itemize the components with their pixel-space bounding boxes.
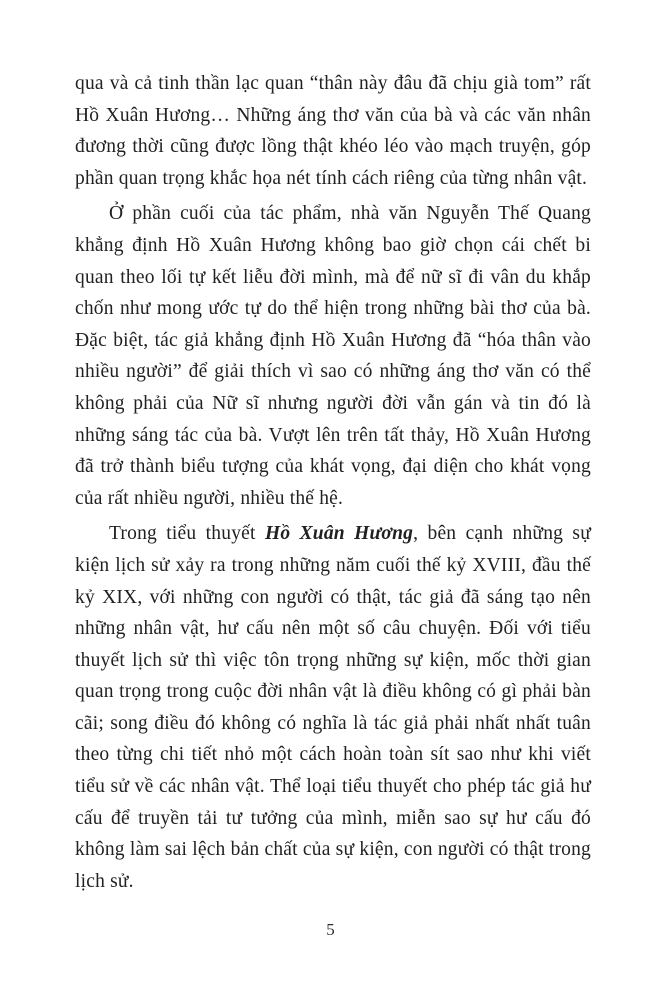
paragraph	[75, 518, 591, 897]
book-title-inline: Hồ Xuân Hương	[264, 523, 414, 545]
paragraph-text: Trong tiểu thuyết	[109, 523, 265, 545]
paragraph: Ở phần cuối của tác phẩm, nhà văn Nguyễn Thế Quang khẳng định Hồ Xuân Hương không bao giờ chọn cái chết bi quan theo lối tự kết liễu đời mình, mà để nữ sĩ đi vân du khắp chốn như mong ước tự do thể hiện trong những bài thơ của bà. Đặc biệt, tác giả khẳng định Hồ Xuân Hương đã “hóa thân vào nhiều người” để giải thích vì sao có những áng thơ văn có thể không phải của Nữ sĩ nhưng người đời vẫn gán và tin đó là những sáng tác của bà. Vượt lên trên tất thảy, Hồ Xuân Hương đã trở thành biểu tượng của khát vọng, đại diện cho khát vọng của rất nhiều người, nhiều thế hệ.	[75, 203, 591, 509]
page-text-block	[75, 68, 591, 897]
page-number: 5	[326, 920, 335, 939]
paragraph-text: , bên cạnh những sự kiện lịch sử xảy ra trong những năm cuối thế kỷ XVIII, đầu thế kỷ XIX, với những con người có thật, tác giả đã sáng tạo nên những nhân vật, hư cấu nên một số câu chuyện. Đối với tiểu thuyết lịch sử thì việc tôn trọng những sự kiện, mốc thời gian quan trọng trong cuộc đời nhân vật là điều không có gì phải bàn cãi; song điều đó không có nghĩa là tác giả phải nhất nhất tuân theo từng chi tiết nhỏ một cách hoàn toàn sít sao như khi viết tiểu sử về các nhân vật. Thể loại tiểu thuyết cho phép tác giả hư cấu để truyền tải tư tưởng của mình, miễn sao sự hư cấu đó không làm sai lệch bản chất của sự kiện, con người có thật trong lịch sử.	[75, 523, 591, 892]
paragraph-continuation: qua và cả tinh thần lạc quan “thân này đâu đã chịu già tom” rất Hồ Xuân Hương… Những áng thơ văn của bà và các văn nhân đương thời cũng được lồng thật khéo léo vào mạch truyện, góp phần quan trọng khắc họa nét tính cách riêng của từng nhân vật.	[75, 73, 591, 189]
